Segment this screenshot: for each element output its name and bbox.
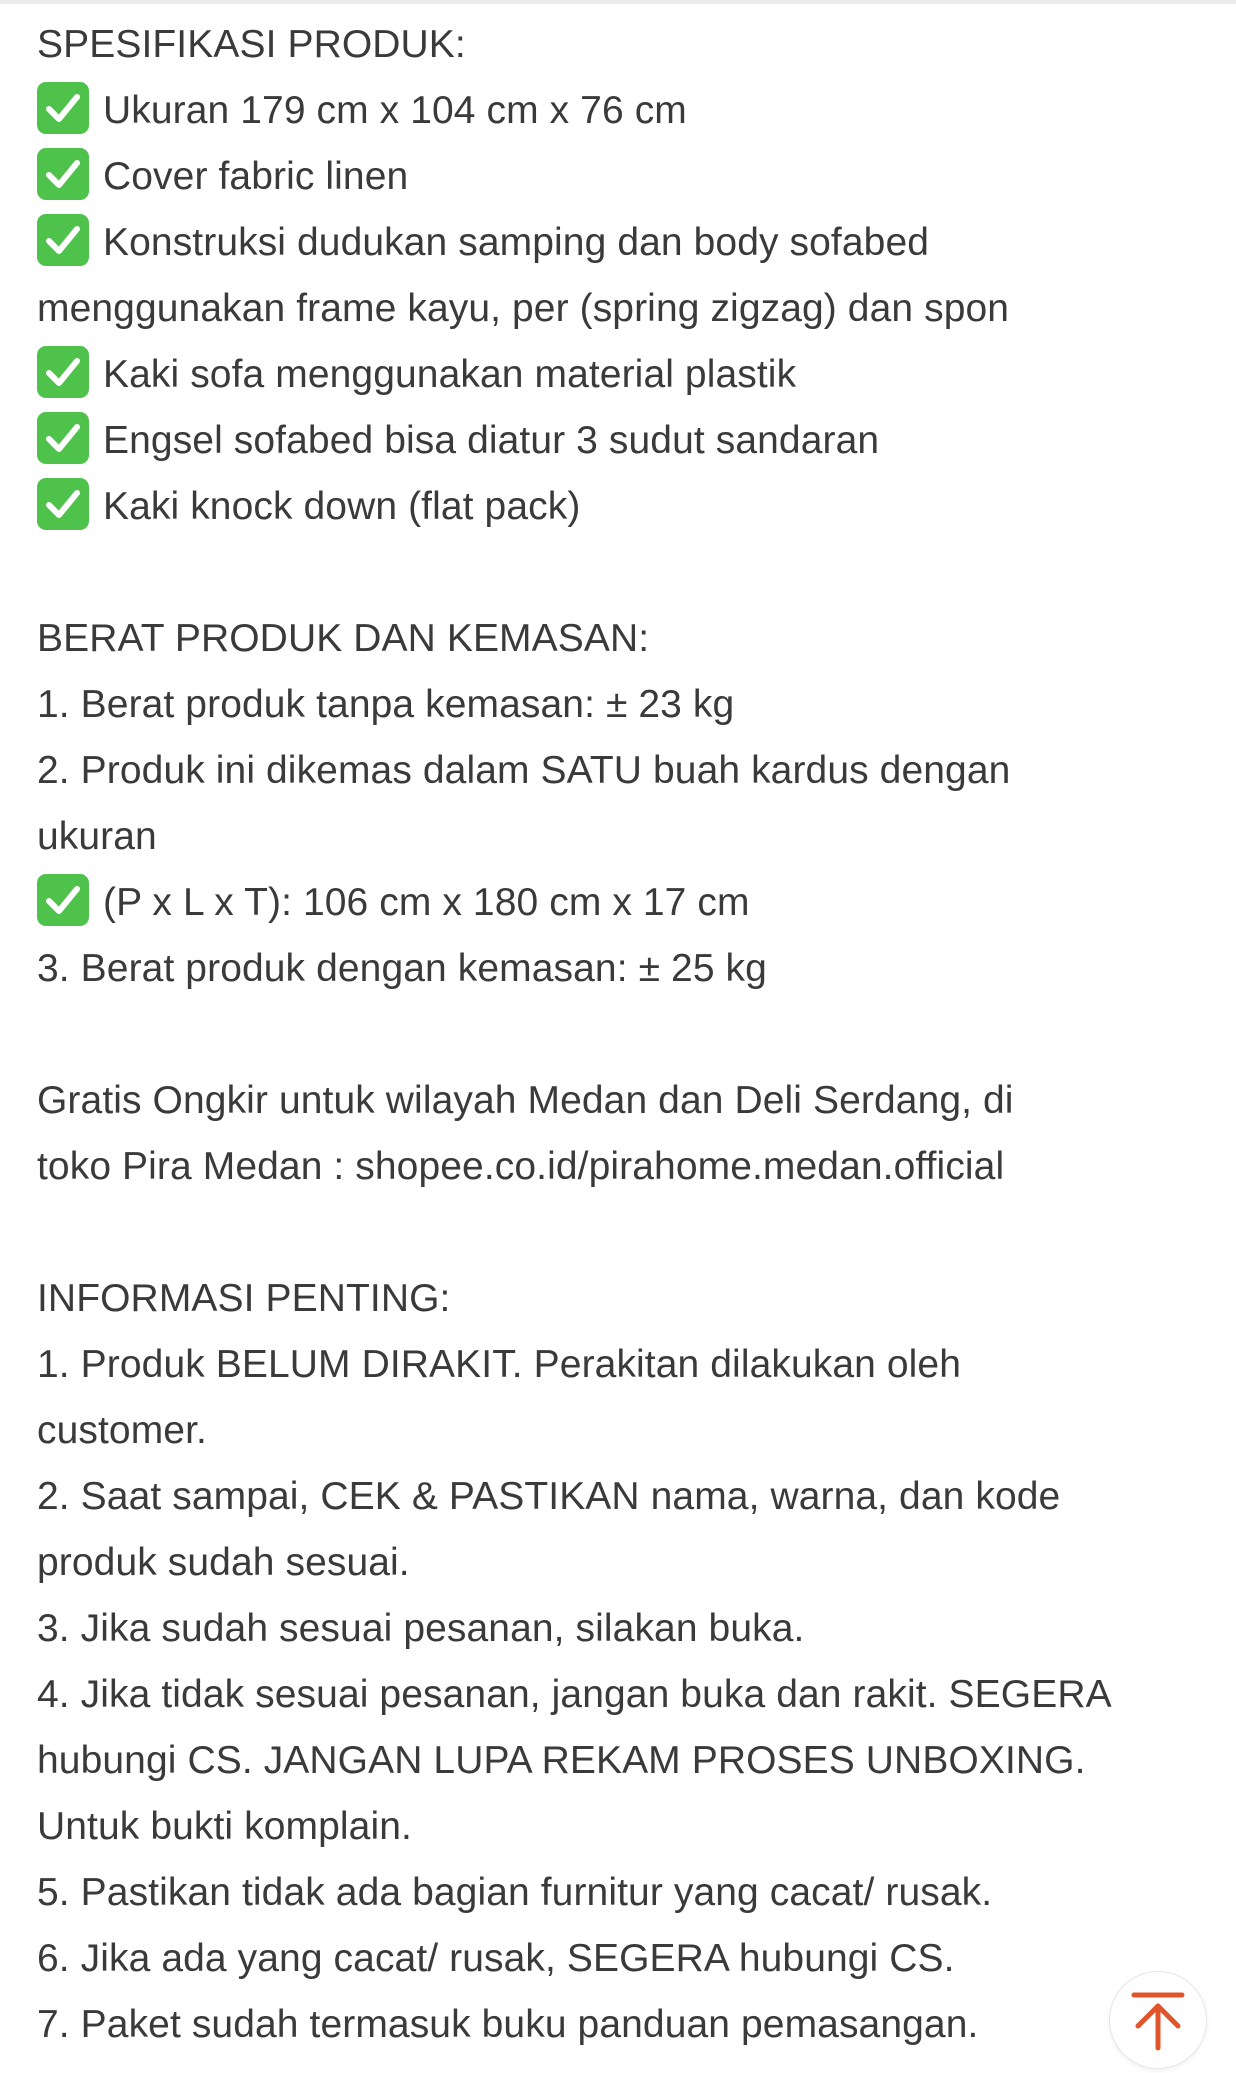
check-mark-icon (37, 478, 89, 530)
info-item-continuation: hubungi CS. JANGAN LUPA REKAM PROSES UNBOXING. (37, 1739, 1086, 1782)
info-item: 4. Jika tidak sesuai pesanan, jangan buka dan rakit. SEGERA (37, 1673, 1112, 1716)
check-mark-icon (37, 412, 89, 464)
shipping-text: toko Pira Medan : shopee.co.id/pirahome.medan.official (37, 1145, 1005, 1188)
check-mark-icon (37, 148, 89, 200)
info-item: 1. Produk BELUM DIRAKIT. Perakitan dilakukan oleh (37, 1343, 962, 1386)
spec-heading: SPESIFIKASI PRODUK: (37, 23, 466, 66)
weight-item: 1. Berat produk tanpa kemasan: ± 23 kg (37, 683, 735, 726)
info-item: 5. Pastikan tidak ada bagian furnitur yang cacat/ rusak. (37, 1871, 993, 1914)
info-item-continuation: produk sudah sesuai. (37, 1541, 410, 1584)
info-item: 2. Saat sampai, CEK & PASTIKAN nama, warna, dan kode (37, 1475, 1061, 1518)
weight-item: 3. Berat produk dengan kemasan: ± 25 kg (37, 947, 767, 990)
weight-item (37, 870, 1207, 936)
spec-item (37, 342, 1207, 408)
info-item: 3. Jika sudah sesuai pesanan, silakan buka. (37, 1607, 805, 1650)
spacer (37, 540, 1207, 606)
spec-item (37, 144, 1207, 210)
info-item-continuation: Untuk bukti komplain. (37, 1805, 412, 1848)
spec-item-text: Kaki sofa menggunakan material plastik (103, 353, 797, 396)
check-mark-icon (37, 346, 89, 398)
check-mark-icon (37, 82, 89, 134)
product-description (37, 12, 1207, 2058)
spec-item (37, 210, 1207, 276)
arrow-up-to-top-icon (1128, 1990, 1188, 2052)
weight-item: 2. Produk ini dikemas dalam SATU buah kardus dengan (37, 749, 1011, 792)
spec-item-text: Kaki knock down (flat pack) (103, 485, 581, 528)
shipping-text: Gratis Ongkir untuk wilayah Medan dan Deli Serdang, di (37, 1079, 1014, 1122)
spacer (37, 1002, 1207, 1068)
spec-item (37, 78, 1207, 144)
spec-item (37, 408, 1207, 474)
check-mark-icon (37, 214, 89, 266)
check-mark-icon (37, 874, 89, 926)
top-divider (0, 0, 1236, 4)
weight-item-continuation: ukuran (37, 815, 157, 858)
info-item: 6. Jika ada yang cacat/ rusak, SEGERA hubungi CS. (37, 1937, 955, 1980)
scroll-to-top-button[interactable] (1110, 1972, 1206, 2068)
spec-item (37, 474, 1207, 540)
info-item-continuation: customer. (37, 1409, 207, 1452)
spacer (37, 1200, 1207, 1266)
spec-item-text: Cover fabric linen (103, 155, 409, 198)
info-item: 7. Paket sudah termasuk buku panduan pemasangan. (37, 2003, 979, 2046)
spec-item-text: Ukuran 179 cm x 104 cm x 76 cm (103, 89, 687, 132)
weight-heading: BERAT PRODUK DAN KEMASAN: (37, 617, 650, 660)
spec-item-continuation: menggunakan frame kayu, per (spring zigzag) dan spon (37, 287, 1010, 330)
spec-item-text: Konstruksi dudukan samping dan body sofabed (103, 221, 930, 264)
info-heading: INFORMASI PENTING: (37, 1277, 451, 1320)
weight-item-text: (P x L x T): 106 cm x 180 cm x 17 cm (103, 881, 750, 924)
spec-item-text: Engsel sofabed bisa diatur 3 sudut sandaran (103, 419, 880, 462)
